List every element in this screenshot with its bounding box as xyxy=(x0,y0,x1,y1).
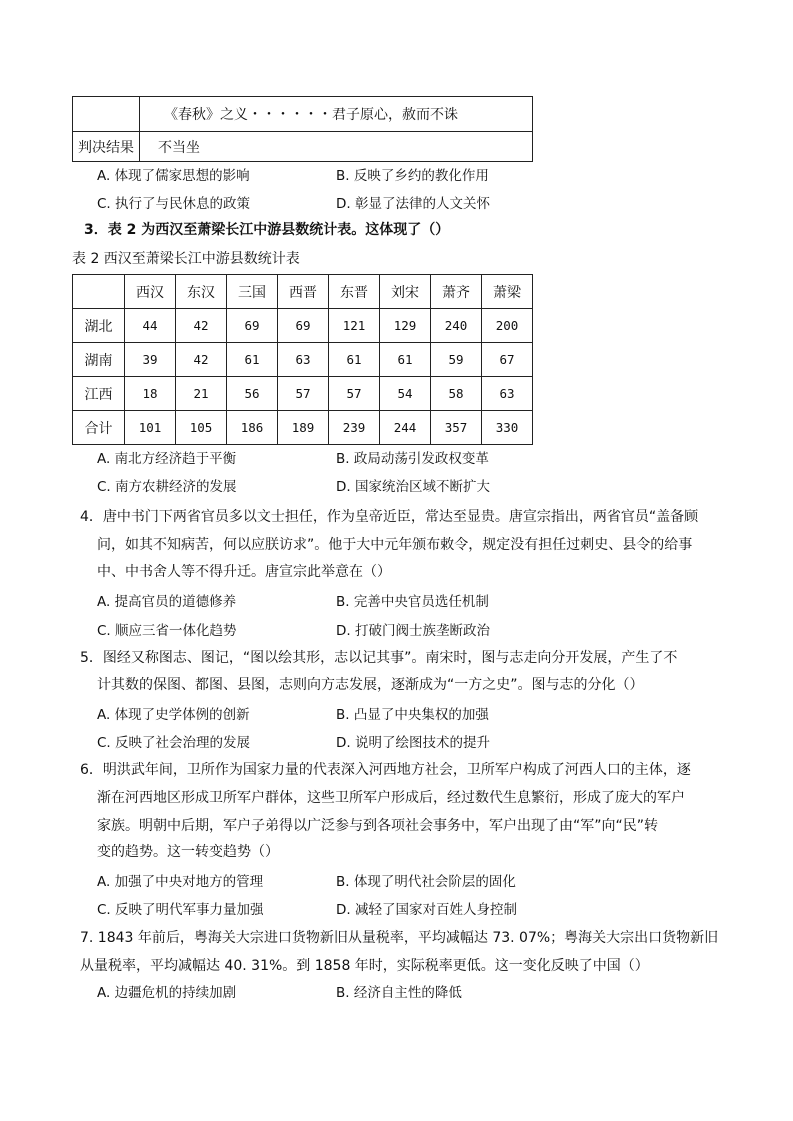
case-table-label xyxy=(73,97,140,132)
q6-stem-line: 渐在河西地区形成卫所军户群体，这些卫所军户形成后，经过数代生息繁衍，形成了庞大的军户 xyxy=(97,790,685,806)
table-cell: 121 xyxy=(329,309,380,343)
table-cell: 56 xyxy=(227,377,278,411)
q4-stem-line: 中、中书舍人等不得升迁。唐宣宗此举意在（） xyxy=(97,564,391,580)
table-cell: 58 xyxy=(431,377,482,411)
q6-option-d: D. 减轻了国家对百姓人身控制 xyxy=(336,902,517,918)
table-cell: 42 xyxy=(176,343,227,377)
q3-option-d: D. 国家统治区域不断扩大 xyxy=(336,479,490,495)
q2-option-c: C. 执行了与民休息的政策 xyxy=(97,196,251,212)
row-label: 湖北 xyxy=(73,309,125,343)
q6-stem-line: 变的趋势。这一转变趋势（） xyxy=(97,844,279,860)
table-header-cell: 东晋 xyxy=(329,275,380,309)
q6-option-c: C. 反映了明代军事力量加强 xyxy=(97,902,264,918)
q3-table-caption: 表 2 西汉至萧梁长江中游县数统计表 xyxy=(72,251,300,267)
q5-option-a: A. 体现了史学体例的创新 xyxy=(97,707,250,723)
table-header-cell: 西晋 xyxy=(278,275,329,309)
table-cell: 63 xyxy=(482,377,533,411)
table-cell: 105 xyxy=(176,411,227,445)
table-row xyxy=(73,343,533,377)
table-cell: 61 xyxy=(227,343,278,377)
table-cell: 44 xyxy=(125,309,176,343)
q4-stem-line: 问，如其不知病苦，何以应朕访求”。他于大中元年颁布敕令，规定没有担任过刺史、县令的给事 xyxy=(97,537,693,553)
q6-stem-line: 6．明洪武年间，卫所作为国家力量的代表深入河西地方社会，卫所军户构成了河西人口的主体，逐 xyxy=(80,762,691,778)
q5-option-d: D. 说明了绘图技术的提升 xyxy=(336,735,490,751)
q4-stem-line: 4．唐中书门下两省官员多以文士担任，作为皇帝近臣，常达至显贵。唐宣宗指出，两省官员“盖备顾 xyxy=(80,509,699,525)
table-cell: 240 xyxy=(431,309,482,343)
q4-option-b: B. 完善中央官员选任机制 xyxy=(336,594,489,610)
q7-stem-line: 从量税率，平均减幅达 40. 31%。到 1858 年时，实际税率更低。这一变化反映了中国（） xyxy=(80,958,649,974)
table-cell: 61 xyxy=(380,343,431,377)
table-cell: 67 xyxy=(482,343,533,377)
table-header-cell: 西汉 xyxy=(125,275,176,309)
case-table-content: 不当坐 xyxy=(140,132,533,162)
table-cell: 21 xyxy=(176,377,227,411)
table-row xyxy=(73,309,533,343)
table-header-cell: 刘宋 xyxy=(380,275,431,309)
q4-option-a: A. 提高官员的道德修养 xyxy=(97,594,237,610)
table-cell: 239 xyxy=(329,411,380,445)
q3-option-b: B. 政局动荡引发政权变革 xyxy=(336,451,489,467)
table-cell: 42 xyxy=(176,309,227,343)
table-header-cell: 三国 xyxy=(227,275,278,309)
q5-stem-line: 5．图经又称图志、图记，“图以绘其形，志以记其事”。南宋时，图与志走向分开发展，产生了不 xyxy=(80,650,678,666)
table-cell: 129 xyxy=(380,309,431,343)
case-table xyxy=(72,96,533,162)
table-cell: 244 xyxy=(380,411,431,445)
table-cell: 186 xyxy=(227,411,278,445)
case-table-label: 判决结果 xyxy=(73,132,140,162)
q3-option-a: A. 南北方经济趋于平衡 xyxy=(97,451,237,467)
county-stats-table xyxy=(72,274,533,445)
q2-option-d: D. 彰显了法律的人文关怀 xyxy=(336,196,490,212)
table-cell: 330 xyxy=(482,411,533,445)
table-row xyxy=(73,411,533,445)
q7-option-a: A. 边疆危机的持续加剧 xyxy=(97,985,237,1001)
q4-option-d: D. 打破门阀士族垄断政治 xyxy=(336,623,490,639)
case-table-row xyxy=(73,97,533,132)
table-cell: 59 xyxy=(431,343,482,377)
row-label: 湖南 xyxy=(73,343,125,377)
table-cell: 54 xyxy=(380,377,431,411)
table-cell: 18 xyxy=(125,377,176,411)
q2-option-a: A. 体现了儒家思想的影响 xyxy=(97,168,250,184)
case-table-content: 《春秋》之义・・・・・・君子原心，赦而不诛 xyxy=(140,97,533,132)
table-cell: 39 xyxy=(125,343,176,377)
q4-option-c: C. 顺应三省一体化趋势 xyxy=(97,623,237,639)
q5-option-c: C. 反映了社会治理的发展 xyxy=(97,735,251,751)
q2-option-b: B. 反映了乡约的教化作用 xyxy=(336,168,489,184)
q5-stem-line: 计其数的保图、都图、县图，志则向方志发展，逐渐成为“一方之史”。图与志的分化（） xyxy=(97,677,644,693)
table-cell: 57 xyxy=(278,377,329,411)
table-cell: 357 xyxy=(431,411,482,445)
q6-stem-line: 家族。明朝中后期，军户子弟得以广泛参与到各项社会事务中，军户出现了由“军”向“民”转 xyxy=(97,818,659,834)
table-header-cell: 东汉 xyxy=(176,275,227,309)
table-header-cell xyxy=(73,275,125,309)
q7-stem-line: 7. 1843 年前后，粤海关大宗进口货物新旧从量税率，平均减幅达 73. 07%；粤海关大宗出口货物新旧 xyxy=(80,930,719,946)
table-cell: 101 xyxy=(125,411,176,445)
q6-option-b: B. 体现了明代社会阶层的固化 xyxy=(336,874,516,890)
q5-option-b: B. 凸显了中央集权的加强 xyxy=(336,707,489,723)
table-cell: 69 xyxy=(278,309,329,343)
table-row xyxy=(73,377,533,411)
q7-option-b: B. 经济自主性的降低 xyxy=(336,985,462,1001)
table-header-cell: 萧齐 xyxy=(431,275,482,309)
table-header-cell: 萧梁 xyxy=(482,275,533,309)
row-label: 合计 xyxy=(73,411,125,445)
q6-option-a: A. 加强了中央对地方的管理 xyxy=(97,874,264,890)
case-table-row xyxy=(73,132,533,162)
table-cell: 189 xyxy=(278,411,329,445)
row-label: 江西 xyxy=(73,377,125,411)
table-cell: 61 xyxy=(329,343,380,377)
q3-option-c: C. 南方农耕经济的发展 xyxy=(97,479,237,495)
table-cell: 63 xyxy=(278,343,329,377)
table-cell: 200 xyxy=(482,309,533,343)
q3-stem: 3．表 2 为西汉至萧梁长江中游县数统计表。这体现了（） xyxy=(84,222,450,238)
table-cell: 57 xyxy=(329,377,380,411)
table-header-row xyxy=(73,275,533,309)
table-cell: 69 xyxy=(227,309,278,343)
